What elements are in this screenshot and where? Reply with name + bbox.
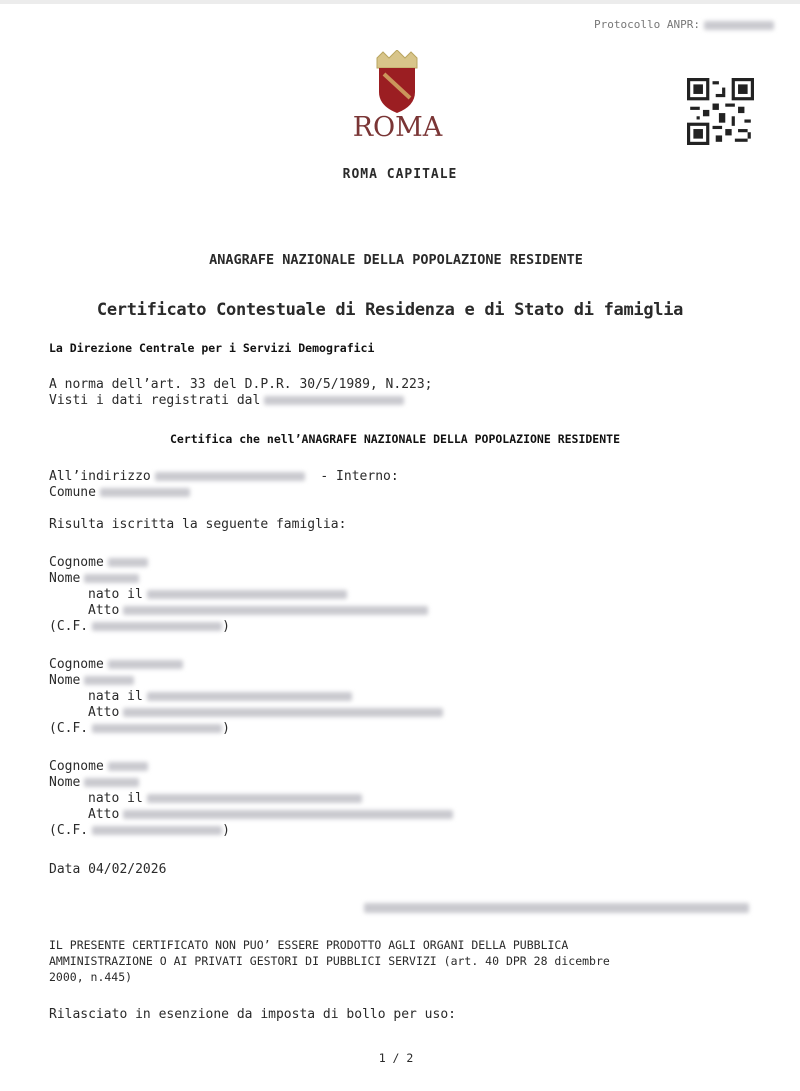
born-label: nato il (88, 587, 143, 602)
redacted-date (264, 396, 404, 405)
member-surname (49, 759, 148, 775)
member-name (49, 673, 134, 689)
born-label: nato il (88, 791, 143, 806)
redacted (147, 590, 347, 599)
cf-label: (C.F. (49, 823, 89, 838)
redacted (84, 574, 139, 583)
member-surname (49, 555, 148, 571)
certificate-title: Certificato Contestuale di Residenza e di Stato di famiglia (96, 300, 684, 320)
stamp-exemption: Rilasciato in esenzione da imposta di bollo per uso: (49, 1007, 456, 1022)
name-label: Nome (49, 775, 81, 790)
redacted-signature (360, 900, 749, 916)
redacted (123, 810, 453, 819)
redacted (147, 794, 362, 803)
interior-label: - Interno: (320, 469, 399, 484)
issuer-name: ROMA CAPITALE (342, 167, 458, 182)
redacted (108, 558, 148, 567)
certifies-statement: Certifica che nell’ANAGRAFE NAZIONALE DELLA POPOLAZIONE RESIDENTE (169, 432, 621, 446)
municipality-label: Comune (49, 485, 96, 500)
disclaimer-line: IL PRESENTE CERTIFICATO NON PUO’ ESSERE PRODOTTO AGLI ORGANI DELLA PUBBLICA (49, 938, 569, 952)
name-label: Nome (49, 571, 81, 586)
member-tax-code (49, 619, 230, 635)
directorate: La Direzione Centrale per i Servizi Demografici (49, 341, 375, 355)
cf-label: (C.F. (49, 721, 89, 736)
member-name (49, 571, 139, 587)
name-label: Nome (49, 673, 81, 688)
disclaimer-line: 2000, n.445) (49, 970, 133, 984)
surname-label: Cognome (49, 759, 104, 774)
member-birth (88, 689, 352, 705)
protocol-label: Protocollo ANPR: (594, 18, 700, 31)
qr-code (687, 78, 754, 145)
member-act (88, 603, 428, 619)
redacted-address (155, 472, 305, 481)
registry-heading: ANAGRAFE NAZIONALE DELLA POPOLAZIONE RESIDENTE (209, 252, 583, 268)
member-act (88, 807, 453, 823)
redacted-municipality (100, 488, 190, 497)
surname-label: Cognome (49, 555, 104, 570)
cf-close: ) (222, 823, 230, 838)
logo-wordmark: ROMA (352, 112, 443, 143)
cf-close: ) (222, 721, 230, 736)
born-label: nata il (88, 689, 143, 704)
family-intro: Risulta iscritta la seguente famiglia: (49, 517, 347, 532)
redacted (147, 692, 352, 701)
cf-close: ) (222, 619, 230, 634)
protocol-number (594, 18, 774, 31)
member-tax-code (49, 721, 230, 737)
redacted (92, 622, 222, 631)
cf-label: (C.F. (49, 619, 89, 634)
redacted (92, 826, 222, 835)
member-tax-code (49, 823, 230, 839)
address-label: All’indirizzo (49, 469, 151, 484)
act-label: Atto (88, 603, 120, 618)
page-indicator: 1 / 2 (378, 1051, 414, 1065)
act-label: Atto (88, 705, 120, 720)
redacted (364, 903, 749, 913)
data-source-line (49, 393, 404, 409)
member-birth (88, 791, 362, 807)
redacted (84, 778, 139, 787)
disclaimer-line: AMMINISTRAZIONE O AI PRIVATI GESTORI DI PUBBLICI SERVIZI (art. 40 DPR 28 dicembre (49, 954, 610, 968)
issue-date: Data 04/02/2026 (49, 862, 167, 877)
legal-basis: A norma dell’art. 33 del D.P.R. 30/5/1989, N.223; (49, 377, 433, 392)
data-source-label: Visti i dati registrati dal (49, 393, 261, 408)
act-label: Atto (88, 807, 120, 822)
member-birth (88, 587, 347, 603)
redacted (84, 676, 134, 685)
address-line (49, 469, 399, 485)
member-name (49, 775, 139, 791)
surname-label: Cognome (49, 657, 104, 672)
redacted (108, 762, 148, 771)
member-act (88, 705, 443, 721)
municipality-line (49, 485, 190, 501)
redacted-protocol (704, 21, 774, 30)
redacted (123, 708, 443, 717)
redacted (123, 606, 428, 615)
page-top-edge (0, 0, 800, 4)
redacted (108, 660, 183, 669)
redacted (92, 724, 222, 733)
member-surname (49, 657, 183, 673)
